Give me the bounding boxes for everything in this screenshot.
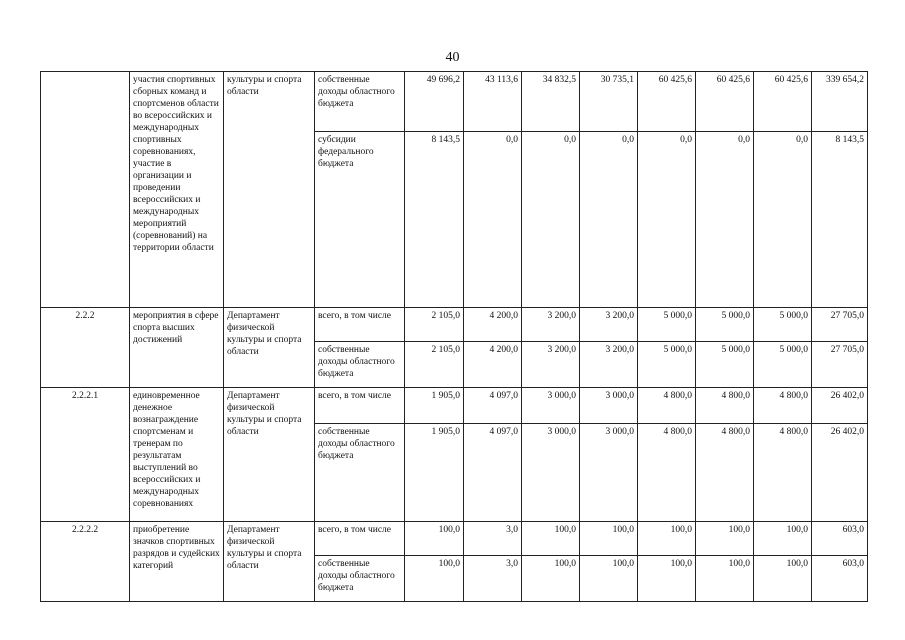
value-cell: 2 105,0 [405,342,464,388]
value-cell: 4 800,0 [638,424,696,522]
value-cell: 34 832,5 [522,72,580,132]
value-cell: 2 105,0 [405,308,464,342]
value-cell: 100,0 [754,556,812,602]
value-cell: 3,0 [464,522,522,556]
value-cell: 100,0 [580,556,638,602]
value-cell: 3 200,0 [580,342,638,388]
value-cell: 49 696,2 [405,72,464,132]
row-executor: Департамент физической культуры и спорта области [224,308,315,388]
value-cell: 5 000,0 [754,308,812,342]
row-name: приобретение значков спортивных разрядов и судейских категорий [130,522,224,602]
value-cell: 0,0 [464,132,522,308]
value-cell: 100,0 [522,522,580,556]
funding-source: всего, в том числе [315,522,405,556]
funding-source: всего, в том числе [315,308,405,342]
value-cell: 0,0 [522,132,580,308]
funding-source: субсидии федерального бюджета [315,132,405,308]
row-executor: Департамент физической культуры и спорта области [224,388,315,522]
value-cell: 8 143,5 [405,132,464,308]
total-cell: 27 705,0 [812,308,868,342]
value-cell: 100,0 [696,522,754,556]
value-cell: 100,0 [580,522,638,556]
total-cell: 603,0 [812,522,868,556]
value-cell: 3,0 [464,556,522,602]
value-cell: 4 097,0 [464,424,522,522]
row-code [41,72,130,308]
value-cell: 1 905,0 [405,424,464,522]
value-cell: 30 735,1 [580,72,638,132]
value-cell: 60 425,6 [754,72,812,132]
funding-source: собственные доходы областного бюджета [315,424,405,522]
funding-source: всего, в том числе [315,388,405,424]
table-row [41,308,868,342]
value-cell: 4 097,0 [464,388,522,424]
total-cell: 8 143,5 [812,132,868,308]
page-number: 40 [445,50,460,65]
value-cell: 4 800,0 [696,424,754,522]
value-cell: 4 800,0 [754,388,812,424]
value-cell: 4 200,0 [464,342,522,388]
value-cell: 4 800,0 [754,424,812,522]
value-cell: 4 800,0 [638,388,696,424]
value-cell: 0,0 [696,132,754,308]
total-cell: 26 402,0 [812,388,868,424]
value-cell: 100,0 [405,556,464,602]
funding-source: собственные доходы областного бюджета [315,342,405,388]
row-code: 2.2.2 [41,308,130,388]
value-cell: 3 200,0 [522,342,580,388]
value-cell: 0,0 [580,132,638,308]
total-cell: 26 402,0 [812,424,868,522]
value-cell: 43 113,6 [464,72,522,132]
budget-table [40,71,868,602]
value-cell: 3 000,0 [522,388,580,424]
total-cell: 339 654,2 [812,72,868,132]
value-cell: 100,0 [754,522,812,556]
value-cell: 3 200,0 [580,308,638,342]
value-cell: 5 000,0 [638,342,696,388]
row-executor: Департамент физической культуры и спорта области [224,522,315,602]
funding-source: собственные доходы областного бюджета [315,556,405,602]
value-cell: 3 000,0 [522,424,580,522]
value-cell: 3 200,0 [522,308,580,342]
value-cell: 3 000,0 [580,388,638,424]
row-name: мероприятия в сфере спорта высших достижений [130,308,224,388]
value-cell: 100,0 [405,522,464,556]
value-cell: 5 000,0 [696,308,754,342]
row-name: участия спортивных сборных команд и спортсменов области во всероссийских и международных спортивных соревнованиях, участие в организации и проведении всероссийских и международных мероприятий (соревнований) на территории области [130,72,224,308]
value-cell: 100,0 [638,556,696,602]
total-cell: 27 705,0 [812,342,868,388]
funding-source: собственные доходы областного бюджета [315,72,405,132]
value-cell: 60 425,6 [696,72,754,132]
value-cell: 5 000,0 [638,308,696,342]
value-cell: 4 200,0 [464,308,522,342]
value-cell: 5 000,0 [754,342,812,388]
value-cell: 1 905,0 [405,388,464,424]
row-code: 2.2.2.2 [41,522,130,602]
value-cell: 100,0 [522,556,580,602]
value-cell: 4 800,0 [696,388,754,424]
value-cell: 3 000,0 [580,424,638,522]
table-row [41,388,868,424]
value-cell: 100,0 [638,522,696,556]
table-row [41,522,868,556]
value-cell: 60 425,6 [638,72,696,132]
table-row [41,72,868,132]
row-name: единовременное денежное вознаграждение спортсменам и тренерам по результатам выступлений во всероссийских и международных соревнованиях [130,388,224,522]
value-cell: 0,0 [638,132,696,308]
value-cell: 5 000,0 [696,342,754,388]
row-code: 2.2.2.1 [41,388,130,522]
value-cell: 0,0 [754,132,812,308]
value-cell: 100,0 [696,556,754,602]
row-executor: культуры и спорта области [224,72,315,308]
total-cell: 603,0 [812,556,868,602]
